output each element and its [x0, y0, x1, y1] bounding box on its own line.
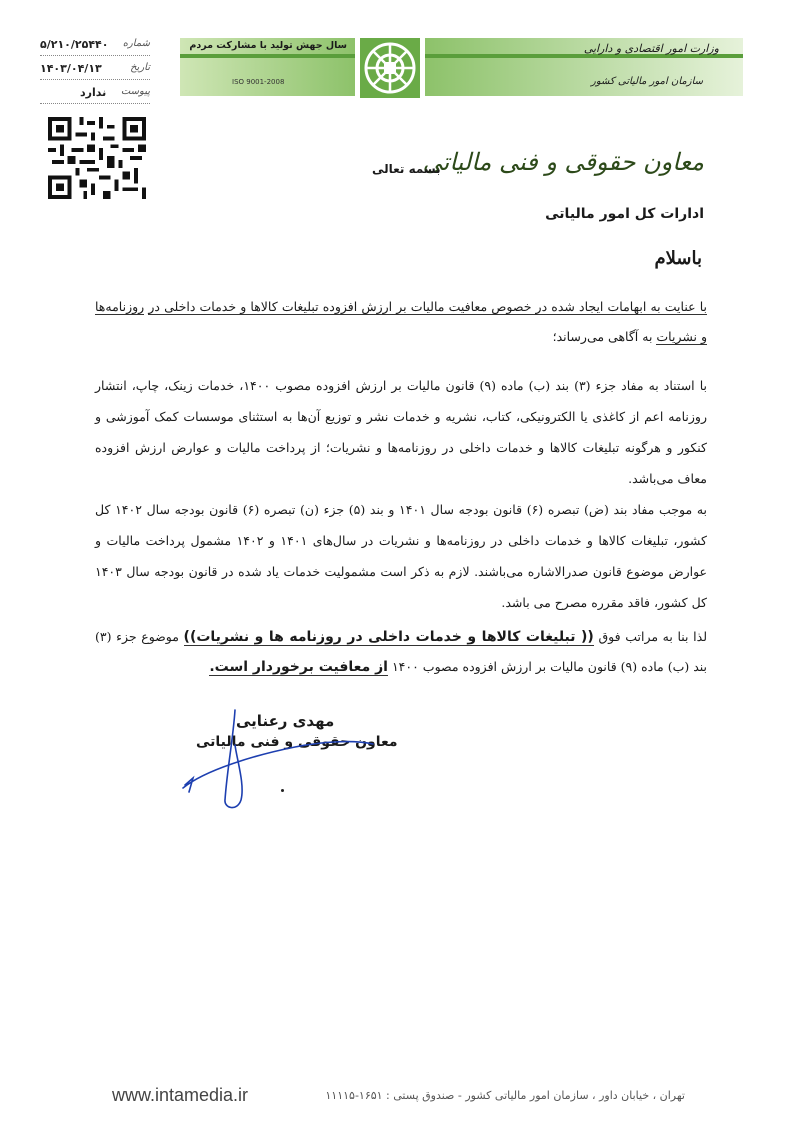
conclusion-subject: (( تبلیغات کالاها و خدمات داخلی در روزنامه ها و نشریات)) — [183, 629, 594, 645]
footer-address: تهران ، خیابان داور ، سازمان امور مالیاتی کشور - صندوق پستی : ۱۶۵۱-۱۱۱۱۵ — [325, 1089, 685, 1102]
footer-website: www.intamedia.ir — [112, 1085, 249, 1105]
letter-attachment-value: ندارد — [80, 86, 107, 99]
conclusion-lead: لذا بنا به مراتب فوق — [593, 629, 707, 644]
signatory-title: معاون حقوقی و فنی مالیاتی — [196, 734, 398, 750]
ministry-banner — [425, 38, 743, 96]
handwritten-signature-icon — [175, 700, 385, 810]
letter-date-label: تاریخ — [130, 62, 150, 73]
letter-attachment-field — [40, 86, 150, 104]
letter-attachment-label: پیوست — [120, 86, 150, 97]
letter-number-value: ۵/۲۱۰/۲۵۴۴۰ — [40, 38, 109, 51]
slogan-banner — [180, 38, 355, 96]
paragraph-conclusion — [95, 622, 707, 682]
qr-code-icon — [47, 117, 147, 199]
intro-subject: با عنایت به ابهامات ایجاد شده در خصوص معافیت مالیات بر ارزش افزوده تبلیغات کالاها و خدمات داخلی در — [148, 299, 707, 314]
organization-name: سازمان امور مالیاتی کشور — [591, 76, 703, 87]
banner-stripe — [180, 54, 355, 58]
signature-dot — [281, 789, 284, 792]
paragraph-law-reference: با استناد به مفاد جزء (۳) بند (ب) ماده (۹) قانون مالیات بر ارزش افزوده مصوب ۱۴۰۰، خدمات زینک، چاپ، انتشار روزنامه اعم از کاغذی یا الکترونیکی، کتاب، نشریه و خدمات نشر و توزیع آن‌ها به استثنای موسسات کمک آموزشی و کنکور و هرگونه تبلیغات کالاها و خدمات داخلی در روزنامه‌ها و نشریات؛ از پرداخت مالیات و عوارض ارزش افزوده معاف می‌باشد. — [95, 378, 707, 486]
letter-date-value: ۱۴۰۳/۰۴/۱۳ — [40, 62, 102, 75]
conclusion-ruling: از معافیت برخوردار است. — [209, 659, 388, 675]
paragraph-budget-reference: به موجب مفاد بند (ض) تبصره (۶) قانون بودجه سال ۱۴۰۱ و بند (۵) جزء (ن) تبصره (۶) قانون بودجه سال ۱۴۰۲ کل کشور، تبلیغات کالاها و خدمات داخلی در روزنامه‌ها و نشریات در سال‌های ۱۴۰۱ و ۱۴۰۲ مشمول پرداخت مالیات و عوارض موضوع قانون صدرالاشاره می‌باشند. لازم به ذکر است مشمولیت خدمات یاد شده در قانون بودجه سال ۱۴۰۳ کل کشور، فاقد مقرره مصرح می باشد. — [95, 502, 708, 610]
iso-text: ISO 9001-2008 — [232, 78, 285, 86]
paragraph-intro — [95, 292, 707, 352]
letter-number-field — [40, 38, 150, 56]
letter-attachment-line — [40, 103, 150, 104]
letter-date-field — [40, 62, 150, 80]
salutation: باسلام — [654, 248, 702, 269]
intro-ending: به آگاهی می‌رساند؛ — [552, 329, 657, 344]
department-title: معاون حقوقی و فنی مالیاتی — [422, 148, 704, 176]
ministry-name: وزارت امور اقتصادی و دارایی — [583, 42, 719, 55]
basmala-text: بسمه تعالی — [372, 162, 441, 176]
slogan-text: سال جهش تولید با مشارکت مردم — [189, 40, 347, 51]
letter-date-line — [40, 79, 150, 80]
letter-number-label: شماره — [122, 38, 150, 49]
signatory-name: مهدی رعنایی — [236, 712, 335, 730]
intro-subject-continued: روزنامه‌ها و نشریات — [95, 299, 707, 344]
organization-emblem-icon — [360, 38, 420, 98]
recipient-line: ادارات کل امور مالیاتی — [545, 206, 704, 222]
letter-number-line — [40, 55, 150, 56]
conclusion-middle: موضوع جزء (۳) بند (ب) ماده (۹) قانون مالیات بر ارزش افزوده مصوب ۱۴۰۰ — [95, 629, 707, 674]
